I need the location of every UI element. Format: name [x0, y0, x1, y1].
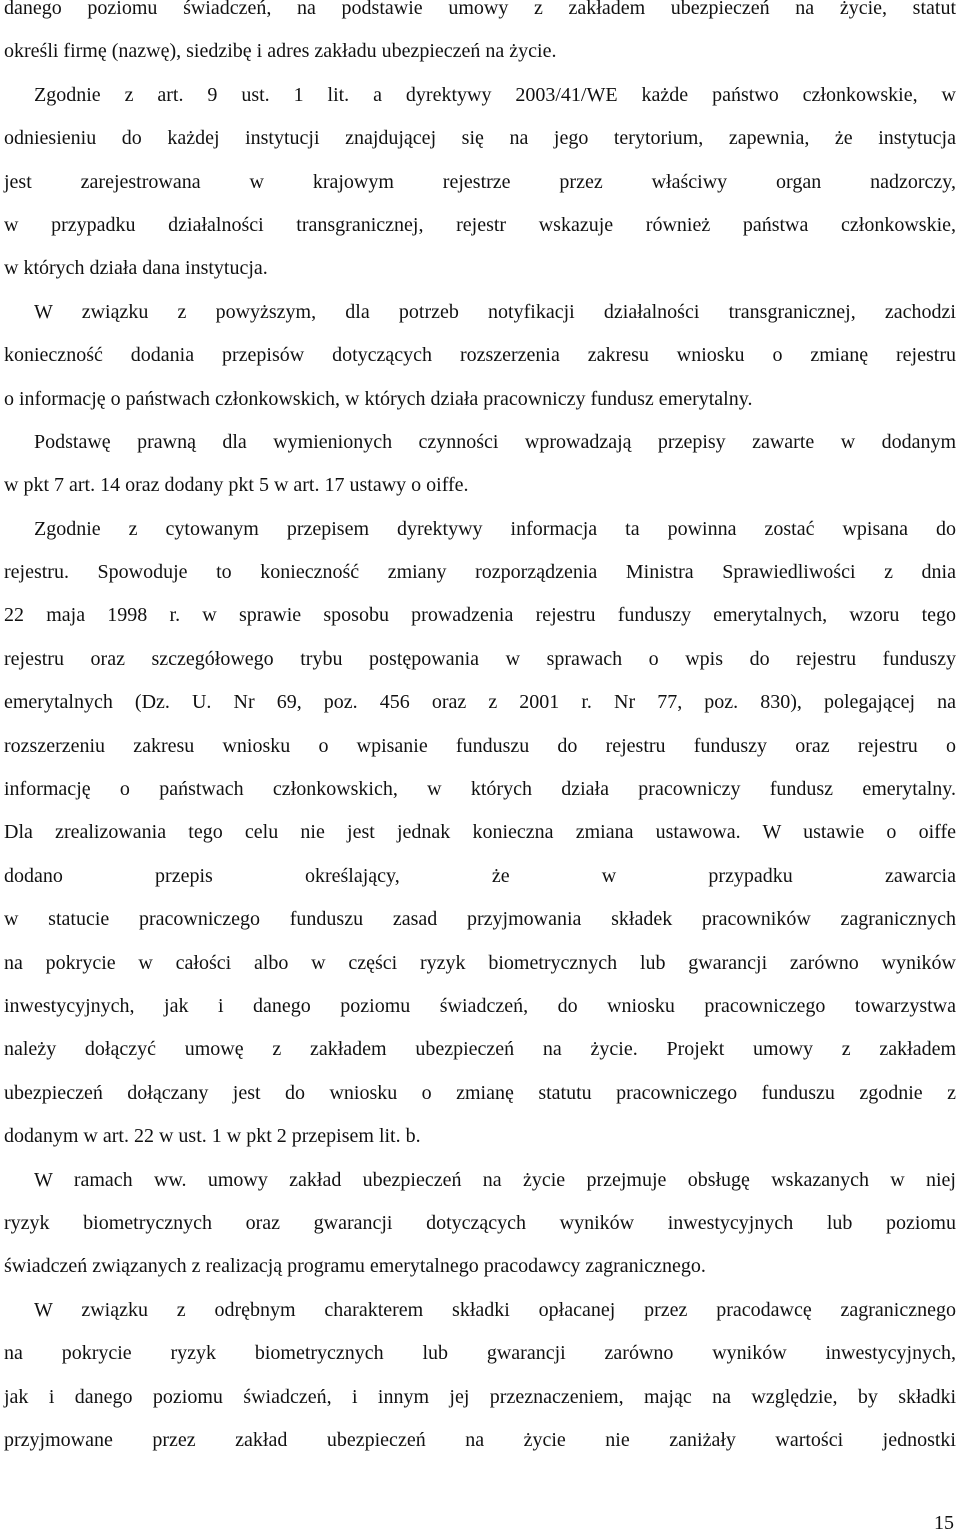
text-line: W ramach ww. umowy zakład ubezpieczeń na życie przejmuje obsługę wskazanych w niej: [34, 1168, 956, 1191]
text-line: ryzyk biometrycznych oraz gwarancji dotyczących wyników inwestycyjnych lub poziomu: [4, 1211, 956, 1234]
page-number: 15: [934, 1512, 954, 1534]
text-line: 22 maja 1998 r. w sprawie sposobu prowadzenia rejestru funduszy emerytalnych, wzoru tego: [4, 604, 956, 627]
text-line: Dla zrealizowania tego celu nie jest jednak konieczna zmiana ustawowa. W ustawie o oiffe: [4, 821, 956, 844]
text-line: rejestru. Spowoduje to konieczność zmiany rozporządzenia Ministra Sprawiedliwości z dnia: [4, 561, 956, 584]
text-line: określi firmę (nazwę), siedzibę i adres zakładu ubezpieczeń na życie.: [4, 40, 557, 63]
text-line: przyjmowane przez zakład ubezpieczeń na życie nie zaniżały wartości jednostki: [4, 1428, 956, 1451]
text-line: należy dołączyć umowę z zakładem ubezpieczeń na życie. Projekt umowy z zakładem: [4, 1038, 956, 1061]
text-line: dodano przepis określający, że w przypadku zawarcia: [4, 864, 956, 887]
text-line: jak i danego poziomu świadczeń, i innym jej przeznaczeniem, mając na względzie, by składki: [4, 1385, 956, 1408]
text-line: Podstawę prawną dla wymienionych czynności wprowadzają przepisy zawarte w dodanym: [34, 430, 956, 453]
text-line: W związku z powyższym, dla potrzeb notyfikacji działalności transgranicznej, zachodzi: [34, 300, 956, 323]
text-line: na pokrycie w całości albo w części ryzyk biometrycznych lub gwarancji zarówno wyników: [4, 951, 956, 974]
text-line: rejestru oraz szczegółowego trybu postępowania w sprawach o wpis do rejestru funduszy: [4, 647, 956, 670]
text-line: w przypadku działalności transgranicznej, rejestr wskazuje również państwa członkowskie,: [4, 213, 956, 236]
text-line: ubezpieczeń dołączany jest do wniosku o zmianę statutu pracowniczego funduszu zgodnie z: [4, 1081, 956, 1104]
document-page: [4, 0, 956, 1462]
text-line: w statucie pracowniczego funduszu zasad przyjmowania składek pracowników zagranicznych: [4, 908, 956, 931]
text-line: konieczność dodania przepisów dotyczących rozszerzenia zakresu wniosku o zmianę rejestru: [4, 344, 956, 367]
text-line: Zgodnie z cytowanym przepisem dyrektywy informacja ta powinna zostać wpisana do: [34, 517, 956, 540]
text-line: na pokrycie ryzyk biometrycznych lub gwarancji zarówno wyników inwestycyjnych,: [4, 1342, 956, 1365]
text-line: Zgodnie z art. 9 ust. 1 lit. a dyrektywy 2003/41/WE każde państwo członkowskie, w: [34, 83, 956, 106]
text-line: o informację o państwach członkowskich, w których działa pracowniczy fundusz emerytalny.: [4, 387, 753, 410]
text-line: jest zarejestrowana w krajowym rejestrze przez właściwy organ nadzorczy,: [4, 170, 956, 193]
text-line: W związku z odrębnym charakterem składki opłacanej przez pracodawcę zagranicznego: [34, 1298, 956, 1321]
text-line: inwestycyjnych, jak i danego poziomu świadczeń, do wniosku pracowniczego towarzystwa: [4, 994, 956, 1017]
text-line: w pkt 7 art. 14 oraz dodany pkt 5 w art. 17 ustawy o oiffe.: [4, 474, 469, 497]
text-line: dodanym w art. 22 w ust. 1 w pkt 2 przepisem lit. b.: [4, 1125, 421, 1148]
text-line: rozszerzeniu zakresu wniosku o wpisanie funduszu do rejestru funduszy oraz rejestru o: [4, 734, 956, 757]
text-line: emerytalnych (Dz. U. Nr 69, poz. 456 oraz z 2001 r. Nr 77, poz. 830), polegającej na: [4, 691, 956, 714]
text-line: odniesieniu do każdej instytucji znajdującej się na jego terytorium, zapewnia, że instytucja: [4, 127, 956, 150]
text-line: informację o państwach członkowskich, w których działa pracowniczy fundusz emerytalny.: [4, 778, 956, 801]
text-line: świadczeń związanych z realizacją programu emerytalnego pracodawcy zagranicznego.: [4, 1255, 706, 1278]
text-line: w których działa dana instytucja.: [4, 257, 268, 280]
text-line: danego poziomu świadczeń, na podstawie umowy z zakładem ubezpieczeń na życie, statut: [4, 0, 956, 19]
